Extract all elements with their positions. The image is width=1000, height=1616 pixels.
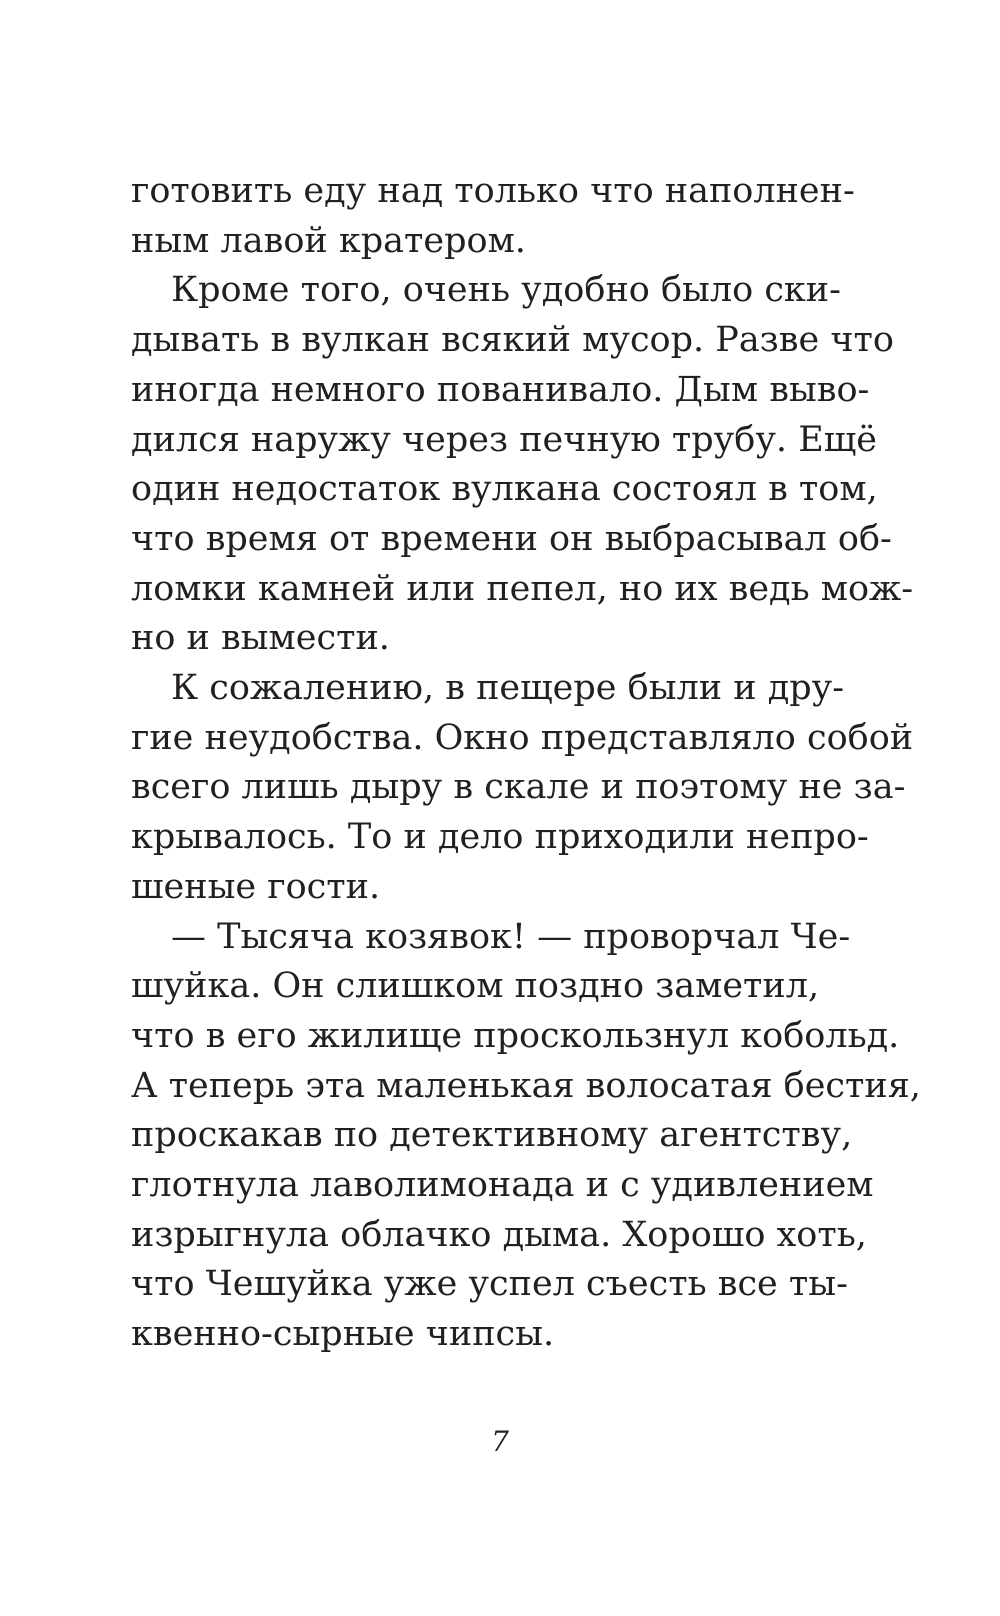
text-line: шуйка. Он слишком поздно заметил, [131,966,820,1007]
text-line: готовить еду над только что наполнен- [131,171,855,211]
text-line: дывать в вулкан всякий мусор. Разве что [131,320,894,361]
text-line: но и вымести. [131,618,390,659]
paragraph [131,664,914,913]
text-line: Кроме того, очень удобно было ски- [171,270,841,311]
body-text [131,167,921,1360]
text-line: ным лавой кратером. [131,220,526,261]
paragraph [131,913,921,1360]
text-line: ломки камней или пепел, но их ведь мож- [131,568,914,609]
text-line: К сожалению, в пещере были и дру- [171,668,845,709]
text-line: гие неудобства. Окно представляло собой [131,717,914,758]
text-line: проскакав по детективному агентству, [131,1115,853,1156]
text-line: всего лишь дыру в скале и поэтому не за- [131,767,906,808]
text-line: дился наружу через печную трубу. Ещё [131,419,877,460]
text-line: крывалось. То и дело приходили непро- [131,817,869,858]
text-line: — Тысяча козявок! — проворчал Че- [171,916,851,957]
text-line: один недостаток вулкана состоял в том, [131,469,878,510]
text-line: что в его жилище проскользнул кобольд. [131,1015,900,1056]
text-line: шеные гости. [131,866,381,907]
text-line: А теперь эта маленькая волосатая бестия, [131,1065,921,1106]
text-line: изрыгнула облачко дыма. Хорошо хоть, [131,1214,867,1255]
paragraph [131,167,855,266]
paragraph [131,266,914,664]
text-line: глотнула лаволимонада и с удивлением [131,1165,874,1206]
text-line: квенно-сырные чипсы. [131,1314,555,1355]
text-line: иногда немного пованивало. Дым выво- [131,369,870,410]
text-line: что время от времени он выбрасывал об- [131,518,892,559]
page-number: 7 [491,1425,509,1458]
text-line: что Чешуйка уже успел съесть все ты- [131,1264,848,1305]
